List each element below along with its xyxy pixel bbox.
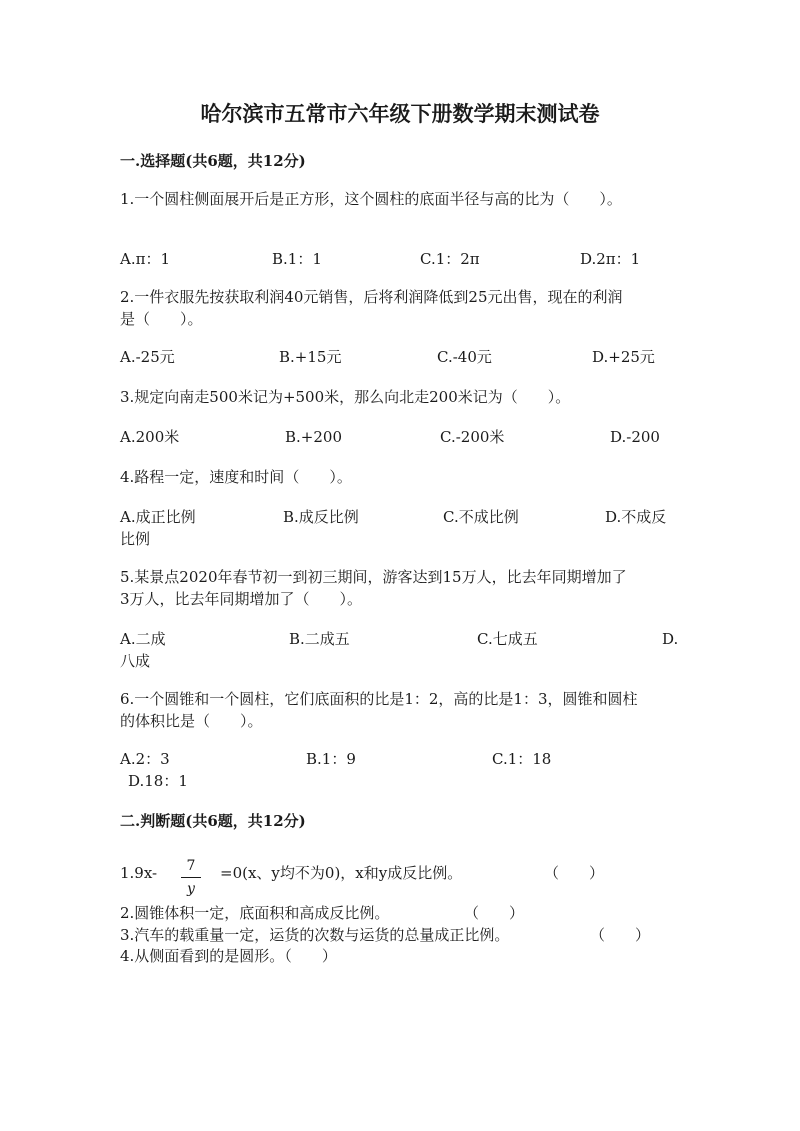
option-d: D.不成反 — [605, 508, 667, 526]
fraction-numerator: 7 — [186, 858, 196, 874]
judgment-question: 4.从侧面看到的是圆形。（ ） — [120, 947, 337, 965]
option-d: D.2π：1 — [580, 250, 641, 268]
question-text: 6.一个圆锥和一个圆柱，它们底面积的比是1：2，高的比是1：3，圆锥和圆柱 — [120, 690, 638, 708]
exam-title: 哈尔滨市五常市六年级下册数学期末测试卷 — [200, 101, 600, 126]
option-d-continued: 八成 — [120, 652, 151, 670]
option-d-continued: 比例 — [120, 530, 151, 548]
fraction — [181, 858, 201, 897]
option-b: B.1：1 — [272, 250, 322, 268]
option-d: D.-200 — [610, 428, 660, 446]
option-c: C.不成比例 — [443, 508, 519, 526]
question-text-continued: 的体积比是（ ）。 — [120, 712, 263, 730]
question-text: 3.规定向南走500米记为+500米，那么向北走200米记为（ ）。 — [120, 388, 571, 406]
option-a: A.二成 — [120, 630, 166, 648]
answer-blank: （ ） — [544, 864, 605, 882]
question-text: 1.一个圆柱侧面展开后是正方形，这个圆柱的底面半径与高的比为（ ）。 — [120, 190, 622, 208]
option-d: D.+25元 — [592, 348, 655, 366]
question-text: 2.一件衣服先按获取利润40元销售，后将利润降低到25元出售，现在的利润 — [120, 288, 623, 306]
option-d: D.18：1 — [128, 772, 188, 790]
option-b: B.成反比例 — [283, 508, 359, 526]
section-heading-choice: 一.选择题(共6题，共12分) — [120, 152, 306, 170]
judgment-question: 2.圆锥体积一定，底面积和高成反比例。 — [120, 904, 390, 922]
option-a: A.200米 — [120, 428, 180, 446]
option-c: C.-40元 — [437, 348, 492, 366]
option-d: D. — [662, 630, 679, 648]
option-b: B.+200 — [285, 428, 342, 446]
judgment-question-prefix: 1.9x- — [120, 864, 158, 882]
option-a: A.-25元 — [120, 348, 175, 366]
question-text: 5.某景点2020年春节初一到初三期间，游客达到15万人，比去年同期增加了 — [120, 568, 627, 586]
judgment-question: 3.汽车的载重量一定，运货的次数与运货的总量成正比例。 — [120, 926, 510, 944]
option-c: C.1：2π — [420, 250, 480, 268]
question-text-continued: 3万人，比去年同期增加了（ ）。 — [120, 590, 363, 608]
option-b: B.+15元 — [279, 348, 342, 366]
answer-blank: （ ） — [590, 926, 651, 944]
option-a: A.成正比例 — [120, 508, 196, 526]
option-b: B.1：9 — [306, 750, 356, 768]
option-a: A.π：1 — [120, 250, 171, 268]
question-text: 4.路程一定，速度和时间（ ）。 — [120, 468, 352, 486]
option-a: A.2：3 — [120, 750, 170, 768]
option-c: C.1：18 — [492, 750, 552, 768]
section-heading-judgment: 二.判断题(共6题，共12分) — [120, 812, 306, 830]
option-c: C.七成五 — [477, 630, 538, 648]
judgment-question-suffix: =0(x、y均不为0)，x和y成反比例。 — [220, 864, 463, 882]
answer-blank: （ ） — [464, 904, 525, 922]
fraction-bar — [181, 877, 201, 878]
option-b: B.二成五 — [289, 630, 350, 648]
question-text-continued: 是（ ）。 — [120, 310, 203, 328]
option-c: C.-200米 — [440, 428, 505, 446]
fraction-denominator: y — [187, 881, 195, 897]
